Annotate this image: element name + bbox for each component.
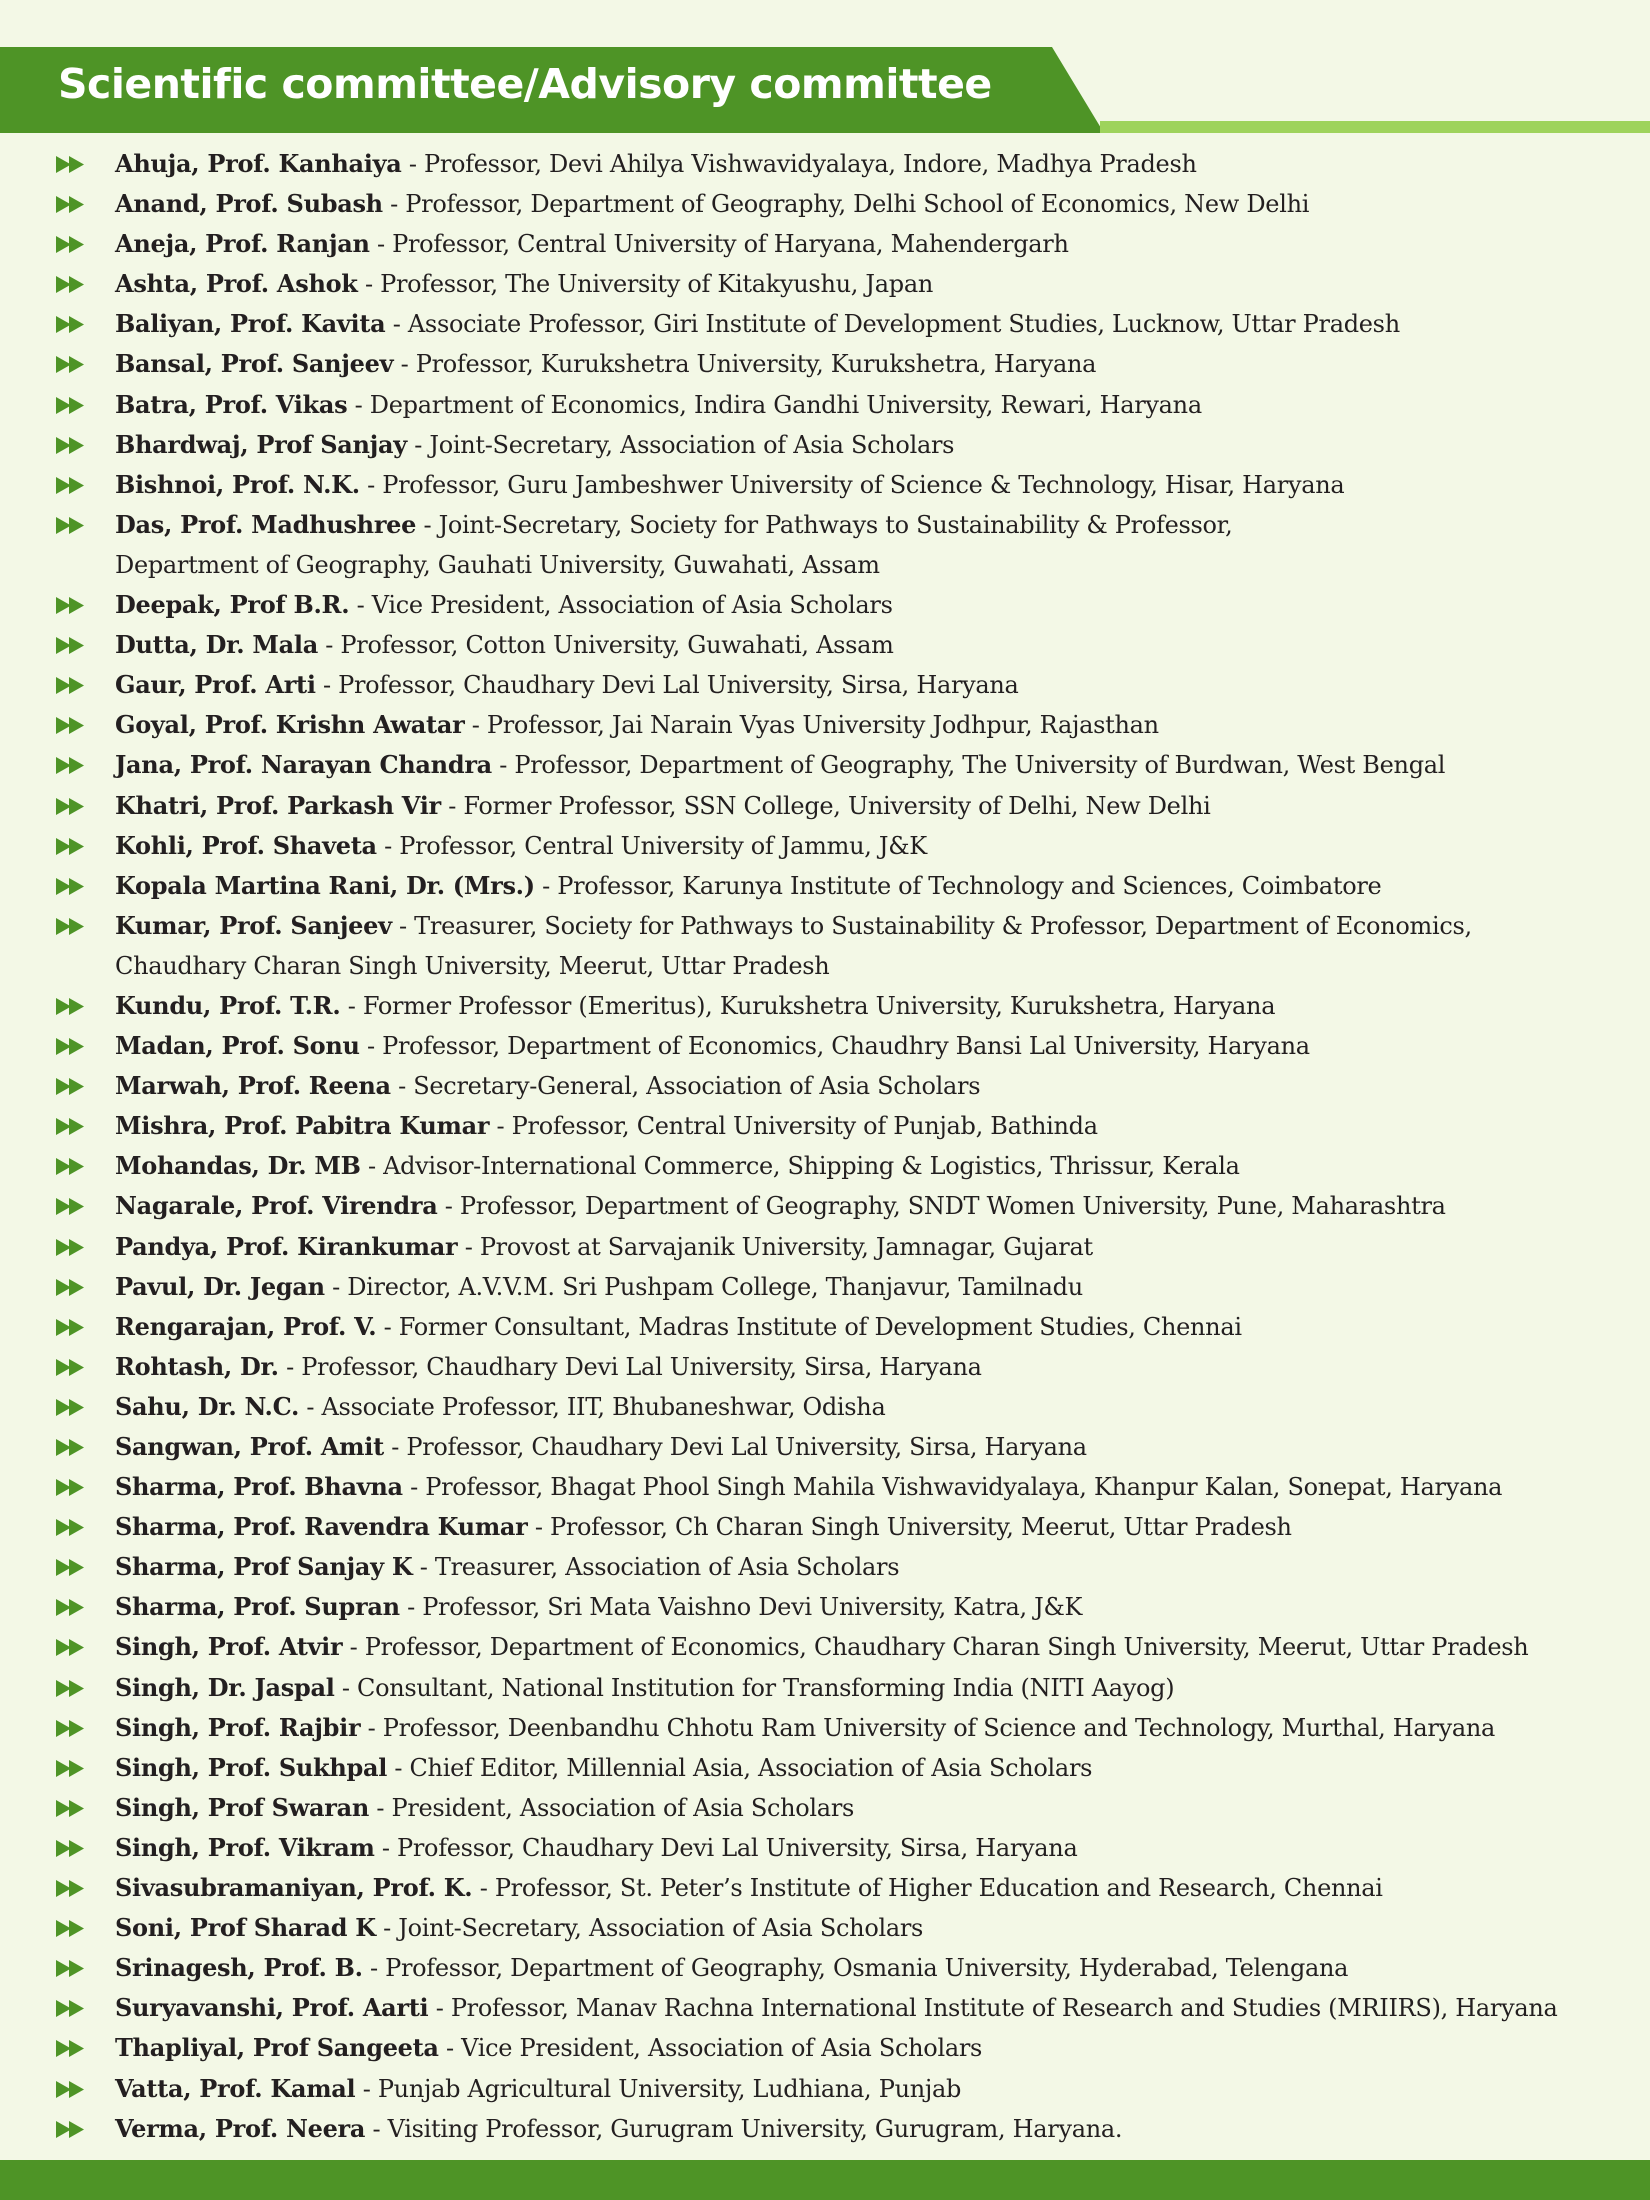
double-arrow-icon [56,1239,86,1256]
member-name: Bansal, Prof. Sanjeev [115,349,394,379]
list-item [56,1186,1636,1226]
double-arrow-icon [56,196,86,213]
member-name: Rohtash, Dr. [115,1351,279,1381]
double-arrow-icon [56,1279,86,1296]
member-affiliation: - Professor, Deenbandhu Chhotu Ram University of Science and Technology, Murthal, Haryana [360,1713,1496,1742]
member-name: Suryavanshi, Prof. Aarti [115,1993,429,2023]
list-item [56,1828,1636,1868]
double-arrow-icon [56,1960,86,1977]
member-affiliation: - Department of Economics, Indira Gandhi University, Rewari, Haryana [347,390,1202,419]
member-affiliation: - Professor, Department of Geography, Osmania University, Hyderabad, Telengana [362,1954,1349,1983]
double-arrow-icon [56,1760,86,1777]
double-arrow-icon [56,757,86,774]
member-name: Aneja, Prof. Ranjan [115,229,370,259]
double-arrow-icon [56,1559,86,1576]
double-arrow-icon [56,2121,86,2138]
member-name: Goyal, Prof. Krishn Awatar [115,710,465,740]
member-name: Singh, Dr. Jaspal [115,1672,335,1702]
double-arrow-icon [56,1359,86,1376]
member-name: Baliyan, Prof. Kavita [115,309,386,339]
member-name: Dutta, Dr. Mala [115,630,318,660]
double-arrow-icon [56,1038,86,1055]
member-affiliation: - Professor, The University of Kitakyushu, Japan [357,270,933,299]
member-affiliation-continued: Department of Geography, Gauhati University, Guwahati, Assam [115,550,880,579]
member-affiliation: - Joint-Secretary, Society for Pathways to Sustainability & Professor, [416,510,1233,539]
list-item [56,665,1636,705]
list-item [56,826,1636,866]
member-name: Sharma, Prof. Bhavna [115,1472,403,1502]
member-name: Pavul, Dr. Jegan [115,1271,325,1301]
member-name: Ashta, Prof. Ashok [115,269,358,299]
list-item [56,1106,1636,1146]
double-arrow-icon [56,1599,86,1616]
list-item [56,344,1636,384]
double-arrow-icon [56,477,86,494]
member-name: Singh, Prof. Vikram [115,1832,375,1862]
list-item [56,1868,1636,1908]
member-name: Ahuja, Prof. Kanhaiya [115,149,402,178]
list-item [56,2028,1636,2068]
member-affiliation-continued: Chaudhary Charan Singh University, Meerut, Uttar Pradesh [115,951,830,980]
list-item [56,1708,1636,1748]
list-item [56,2069,1636,2109]
member-name: Kopala Martina Rani, Dr. (Mrs.) [115,870,535,900]
list-item [56,1066,1636,1106]
member-name: Bishnoi, Prof. N.K. [115,469,360,499]
double-arrow-icon [56,717,86,734]
member-affiliation: - Visiting Professor, Gurugram University, Gurugram, Haryana. [365,2114,1123,2143]
member-name: Jana, Prof. Narayan Chandra [115,750,492,780]
member-affiliation: - Former Professor (Emeritus), Kurukshetra University, Kurukshetra, Haryana [340,991,1276,1020]
member-name: Singh, Prof. Rajbir [115,1712,361,1742]
list-item [56,1587,1636,1627]
list-item [56,1547,1636,1587]
member-affiliation: - Professor, Manav Rachna International Institute of Research and Studies (MRIIRS), Haryana [428,1994,1558,2023]
member-affiliation: - Professor, Bhagat Phool Singh Mahila Vishwavidyalaya, Khanpur Kalan, Sonepat, Haryana [402,1473,1503,1502]
list-item [56,465,1636,505]
double-arrow-icon [56,838,86,855]
list-item [56,1227,1636,1267]
list-item [56,385,1636,425]
double-arrow-icon [56,276,86,293]
list-item [56,1507,1636,1547]
member-affiliation: - Professor, Cotton University, Guwahati, Assam [317,631,894,660]
page-title: Scientific committee/Advisory committee [58,60,992,108]
member-affiliation: - Professor, Karunya Institute of Technology and Sciences, Coimbatore [534,871,1382,900]
double-arrow-icon [56,1840,86,1857]
member-affiliation: - Professor, Department of Economics, Chaudhary Charan Singh University, Meerut, Uttar Pradesh [342,1633,1529,1662]
double-arrow-icon [56,517,86,534]
member-affiliation: - Treasurer, Association of Asia Scholars [412,1553,900,1582]
double-arrow-icon [56,1118,86,1135]
double-arrow-icon [56,2040,86,2057]
list-item [56,786,1636,826]
double-arrow-icon [56,597,86,614]
member-name: Bhardwaj, Prof Sanjay [115,429,407,459]
double-arrow-icon [56,878,86,895]
member-name: Singh, Prof Swaran [115,1792,370,1822]
member-name: Sivasubramaniyan, Prof. K. [115,1873,473,1903]
member-affiliation: - Director, A.V.V.M. Sri Pushpam College, Thanjavur, Tamilnadu [324,1272,1083,1301]
member-name: Soni, Prof Sharad K [115,1913,376,1943]
member-affiliation: - Consultant, National Institution for Transforming India (NITI Aayog) [334,1673,1175,1702]
member-affiliation: - Professor, Department of Geography, SNDT Women University, Pune, Maharashtra [437,1192,1446,1221]
list-item [56,1026,1636,1066]
member-affiliation: - Professor, Department of Geography, The University of Burdwan, West Bengal [491,751,1446,780]
list-item [56,625,1636,665]
member-affiliation: - Professor, Chaudhary Devi Lal University, Sirsa, Haryana [315,671,1019,700]
member-affiliation: - Punjab Agricultural University, Ludhiana, Punjab [355,2074,962,2103]
list-item [56,585,1636,625]
double-arrow-icon [56,1158,86,1175]
member-name: Sharma, Prof Sanjay K [115,1552,413,1582]
list-item [56,1267,1636,1307]
member-affiliation: - Professor, Central University of Haryana, Mahendergarh [369,230,1069,259]
list-item [56,1627,1636,1667]
list-item [56,1988,1636,2028]
member-affiliation: - Professor, Chaudhary Devi Lal University, Sirsa, Haryana [383,1433,1087,1461]
member-name: Pandya, Prof. Kirankumar [115,1231,458,1261]
member-affiliation: - Professor, Guru Jambeshwer University of Science & Technology, Hisar, Haryana [359,470,1345,499]
member-affiliation: - Vice President, Association of Asia Scholars [438,2034,983,2063]
member-affiliation: - Professor, Sri Mata Vaishno Devi University, Katra, J&K [399,1593,1083,1622]
double-arrow-icon [56,1399,86,1416]
member-affiliation: - Professor, Devi Ahilya Vishwavidyalaya, Indore, Madhya Pradesh [401,150,1197,178]
double-arrow-icon [56,1439,86,1456]
member-affiliation: - Former Consultant, Madras Institute of Development Studies, Chennai [376,1312,1242,1341]
list-item [56,1788,1636,1828]
double-arrow-icon [56,637,86,654]
member-name: Mohandas, Dr. MB [115,1151,361,1181]
double-arrow-icon [56,1880,86,1897]
footer-band [0,2160,1650,2200]
double-arrow-icon [56,397,86,414]
list-item [56,1307,1636,1347]
double-arrow-icon [56,1198,86,1215]
member-affiliation: - Professor, Kurukshetra University, Kurukshetra, Haryana [393,350,1097,379]
list-item [56,304,1636,344]
double-arrow-icon [56,1639,86,1656]
list-item [56,745,1636,785]
list-item [56,1668,1636,1708]
double-arrow-icon [56,356,86,373]
member-affiliation: - Professor, Chaudhary Devi Lal University, Sirsa, Haryana [278,1352,982,1381]
member-name: Kumar, Prof. Sanjeev [115,910,392,940]
list-item [56,906,1636,986]
member-affiliation: - Vice President, Association of Asia Scholars [349,591,893,620]
member-name: Kohli, Prof. Shaveta [115,830,377,860]
member-name: Thapliyal, Prof Sangeeta [115,2033,439,2063]
member-name: Marwah, Prof. Reena [115,1071,391,1101]
member-name: Madan, Prof. Sonu [115,1031,360,1061]
member-name: Khatri, Prof. Parkash Vir [115,790,441,820]
member-name: Batra, Prof. Vikas [115,389,348,419]
member-affiliation: - Professor, Jai Narain Vyas University Jodhpur, Rajasthan [464,711,1159,740]
member-name: Das, Prof. Madhushree [115,509,417,539]
member-affiliation: - Joint-Secretary, Association of Asia Scholars [375,1914,924,1943]
list-item [56,866,1636,906]
double-arrow-icon [56,677,86,694]
double-arrow-icon [56,236,86,253]
list-item [56,1146,1636,1186]
double-arrow-icon [56,1519,86,1536]
member-name: Singh, Prof. Atvir [115,1632,343,1662]
member-name: Vatta, Prof. Kamal [115,2073,356,2103]
list-item [56,1948,1636,1988]
member-affiliation: - Treasurer, Society for Pathways to Sustainability & Professor, Department of Economics, [391,911,1472,940]
list-item [56,264,1636,304]
member-affiliation: - Former Professor, SSN College, University of Delhi, New Delhi [440,791,1211,820]
double-arrow-icon [56,1720,86,1737]
list-item [56,1427,1636,1467]
member-name: Sharma, Prof. Ravendra Kumar [115,1512,528,1542]
double-arrow-icon [56,1680,86,1697]
member-affiliation: - Professor, Central University of Jammu, J&K [376,831,927,860]
committee-member-list [56,144,1636,2149]
member-affiliation: - Professor, Ch Charan Singh University, Meerut, Uttar Pradesh [527,1513,1292,1542]
member-name: Mishra, Prof. Pabitra Kumar [115,1111,490,1141]
double-arrow-icon [56,316,86,333]
member-name: Gaur, Prof. Arti [115,670,316,700]
double-arrow-icon [56,798,86,815]
member-name: Singh, Prof. Sukhpal [115,1752,388,1782]
double-arrow-icon [56,1800,86,1817]
double-arrow-icon [56,437,86,454]
list-item [56,224,1636,264]
double-arrow-icon [56,156,86,173]
list-item [56,986,1636,1026]
member-name: Sahu, Dr. N.C. [115,1391,300,1421]
member-name: Srinagesh, Prof. B. [115,1953,363,1983]
member-affiliation: - Professor, St. Peter’s Institute of Higher Education and Research, Chennai [472,1874,1383,1903]
list-item [56,1748,1636,1788]
member-affiliation: - Professor, Department of Geography, Delhi School of Economics, New Delhi [382,190,1310,219]
member-affiliation: - Professor, Chaudhary Devi Lal University, Sirsa, Haryana [374,1833,1078,1862]
member-affiliation: - Professor, Central University of Punjab, Bathinda [489,1112,1098,1141]
member-name: Anand, Prof. Subash [115,189,383,219]
member-name: Deepak, Prof B.R. [115,590,350,620]
member-affiliation: - Chief Editor, Millennial Asia, Association of Asia Scholars [387,1753,1093,1782]
member-name: Sharma, Prof. Supran [115,1592,400,1622]
double-arrow-icon [56,1479,86,1496]
list-item [56,705,1636,745]
list-item [56,425,1636,465]
member-affiliation: - Associate Professor, IIT, Bhubaneshwar, Odisha [299,1392,886,1421]
list-item [56,505,1636,585]
member-affiliation: - Associate Professor, Giri Institute of Development Studies, Lucknow, Uttar Pradesh [385,310,1400,339]
member-affiliation: - Advisor-International Commerce, Shipping & Logistics, Thrissur, Kerala [360,1152,1240,1181]
member-affiliation: - President, Association of Asia Scholars [369,1793,855,1822]
member-name: Sangwan, Prof. Amit [115,1432,384,1461]
member-name: Rengarajan, Prof. V. [115,1311,377,1341]
double-arrow-icon [56,2081,86,2098]
member-affiliation: - Joint-Secretary, Association of Asia Scholars [406,430,955,459]
double-arrow-icon [56,998,86,1015]
member-name: Nagarale, Prof. Virendra [115,1191,438,1221]
member-name: Verma, Prof. Neera [115,2113,366,2143]
double-arrow-icon [56,918,86,935]
double-arrow-icon [56,1920,86,1937]
list-item [56,1908,1636,1948]
list-item [56,1387,1636,1427]
list-item [56,184,1636,224]
double-arrow-icon [56,2000,86,2017]
double-arrow-icon [56,1319,86,1336]
double-arrow-icon [56,1078,86,1095]
member-affiliation: - Professor, Department of Economics, Chaudhry Bansi Lal University, Haryana [359,1032,1310,1061]
list-item [56,144,1636,184]
list-item [56,1347,1636,1387]
member-affiliation: - Provost at Sarvajanik University, Jamnagar, Gujarat [457,1232,1093,1261]
list-item [56,1467,1636,1507]
list-item [56,2109,1636,2149]
member-name: Kundu, Prof. T.R. [115,990,341,1020]
header-accent-line [1100,121,1650,133]
member-affiliation: - Secretary-General, Association of Asia Scholars [390,1072,981,1101]
